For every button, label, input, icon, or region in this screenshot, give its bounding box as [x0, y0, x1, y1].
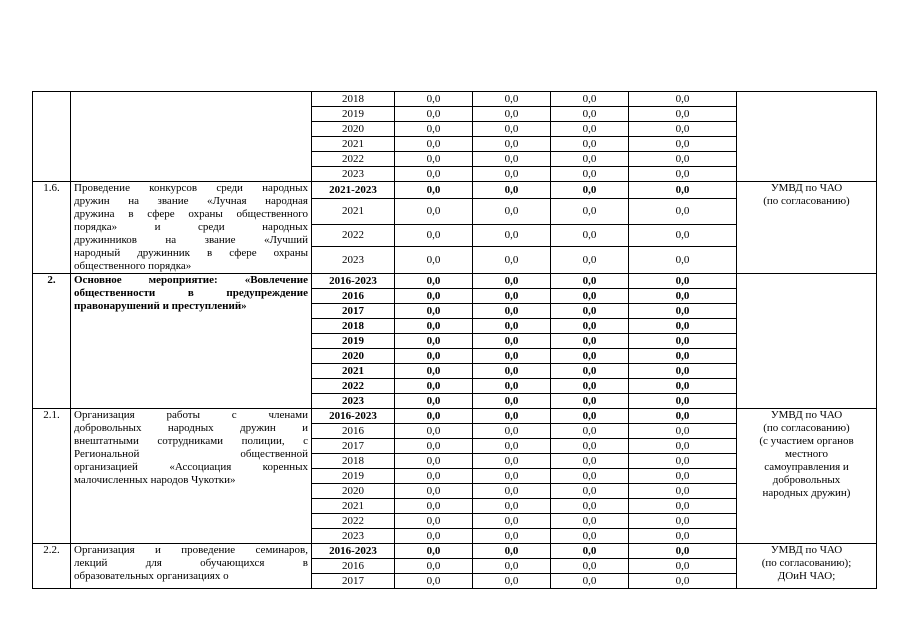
executor-line: УМВД по ЧАО — [770, 544, 843, 556]
funding-value-cell: 0,0 — [473, 439, 551, 454]
funding-value-cell: 0,0 — [395, 152, 473, 167]
table-row — [33, 544, 877, 559]
funding-value-cell: 0,0 — [551, 424, 629, 439]
table-row — [33, 274, 877, 289]
period-cell: 2018 — [312, 454, 395, 469]
measure-title-line: внештатными сотрудниками полиции, с — [74, 435, 308, 447]
measure-title-cell — [71, 92, 312, 182]
period-cell: 2021 — [312, 364, 395, 379]
funding-value-cell: 0,0 — [395, 182, 473, 199]
period-cell: 2022 — [312, 224, 395, 246]
funding-value-cell: 0,0 — [473, 484, 551, 499]
funding-value-cell: 0,0 — [473, 394, 551, 409]
funding-value-cell: 0,0 — [551, 574, 629, 589]
funding-value-cell: 0,0 — [551, 224, 629, 246]
row-number-cell: 2. — [33, 274, 71, 409]
funding-value-cell: 0,0 — [473, 274, 551, 289]
row-number-cell: 2.2. — [33, 544, 71, 589]
funding-value-cell: 0,0 — [551, 167, 629, 182]
period-cell: 2016 — [312, 289, 395, 304]
funding-value-cell: 0,0 — [395, 469, 473, 484]
funding-value-cell: 0,0 — [629, 289, 737, 304]
funding-value-cell: 0,0 — [395, 514, 473, 529]
funding-value-cell: 0,0 — [551, 379, 629, 394]
row-number-cell: 2.1. — [33, 409, 71, 544]
funding-value-cell: 0,0 — [629, 247, 737, 274]
funding-value-cell: 0,0 — [629, 559, 737, 574]
period-cell: 2021 — [312, 499, 395, 514]
row-number-cell — [33, 92, 71, 182]
funding-value-cell: 0,0 — [551, 274, 629, 289]
funding-value-cell: 0,0 — [551, 394, 629, 409]
funding-value-cell: 0,0 — [395, 274, 473, 289]
period-cell: 2018 — [312, 319, 395, 334]
funding-value-cell: 0,0 — [551, 529, 629, 544]
period-cell: 2017 — [312, 304, 395, 319]
funding-value-cell: 0,0 — [551, 107, 629, 122]
funding-value-cell: 0,0 — [551, 454, 629, 469]
funding-value-cell: 0,0 — [629, 469, 737, 484]
funding-value-cell: 0,0 — [551, 247, 629, 274]
period-cell: 2019 — [312, 107, 395, 122]
funding-value-cell: 0,0 — [395, 379, 473, 394]
period-cell: 2017 — [312, 574, 395, 589]
funding-value-cell: 0,0 — [551, 122, 629, 137]
funding-value-cell: 0,0 — [473, 544, 551, 559]
funding-value-cell: 0,0 — [473, 574, 551, 589]
funding-value-cell: 0,0 — [551, 544, 629, 559]
period-cell: 2022 — [312, 514, 395, 529]
measure-title-line: Организация работы с членами — [74, 409, 308, 421]
row-number-cell: 1.6. — [33, 182, 71, 274]
funding-value-cell: 0,0 — [629, 334, 737, 349]
measure-title-line: порядка» и среди народных — [74, 221, 308, 233]
executor-line: ДОиН ЧАО; — [777, 570, 836, 582]
funding-value-cell: 0,0 — [473, 559, 551, 574]
executor-cell — [737, 274, 877, 409]
funding-value-cell: 0,0 — [473, 409, 551, 424]
period-cell: 2019 — [312, 334, 395, 349]
executor-line: УМВД по ЧАО — [770, 409, 843, 421]
funding-value-cell: 0,0 — [629, 439, 737, 454]
funding-value-cell: 0,0 — [395, 544, 473, 559]
measure-title-line: дружин на звание «Лучная народная — [74, 195, 308, 207]
executor-cell — [737, 544, 877, 589]
funding-value-cell: 0,0 — [473, 107, 551, 122]
funding-value-cell: 0,0 — [395, 409, 473, 424]
table-row — [33, 92, 877, 107]
measure-title-cell — [71, 544, 312, 589]
executor-line: (по согласованию) — [763, 195, 850, 207]
measure-title-line: Организация и проведение семинаров, — [74, 544, 308, 556]
funding-value-cell: 0,0 — [551, 304, 629, 319]
period-cell: 2016-2023 — [312, 544, 395, 559]
funding-value-cell: 0,0 — [395, 92, 473, 107]
funding-value-cell: 0,0 — [395, 574, 473, 589]
funding-value-cell: 0,0 — [629, 199, 737, 225]
funding-value-cell: 0,0 — [629, 499, 737, 514]
funding-value-cell: 0,0 — [551, 514, 629, 529]
period-cell: 2019 — [312, 469, 395, 484]
measure-title-line: добровольных народных дружин и — [74, 422, 308, 434]
period-cell: 2016 — [312, 559, 395, 574]
period-cell: 2021 — [312, 199, 395, 225]
funding-value-cell: 0,0 — [473, 167, 551, 182]
funding-value-cell: 0,0 — [473, 122, 551, 137]
funding-value-cell: 0,0 — [395, 167, 473, 182]
period-cell: 2016-2023 — [312, 409, 395, 424]
program-table — [32, 91, 877, 589]
funding-value-cell: 0,0 — [395, 122, 473, 137]
funding-value-cell: 0,0 — [395, 304, 473, 319]
funding-value-cell: 0,0 — [551, 484, 629, 499]
funding-value-cell: 0,0 — [473, 514, 551, 529]
funding-value-cell: 0,0 — [629, 107, 737, 122]
period-cell: 2018 — [312, 92, 395, 107]
measure-title-cell — [71, 409, 312, 544]
funding-value-cell: 0,0 — [395, 439, 473, 454]
measure-title-line: Основное мероприятие: «Вовлечение — [74, 274, 308, 286]
executor-cell — [737, 182, 877, 274]
funding-value-cell: 0,0 — [395, 394, 473, 409]
executor-cell — [737, 409, 877, 544]
measure-title-line: организацией «Ассоциация коренных — [74, 461, 308, 473]
funding-value-cell: 0,0 — [551, 409, 629, 424]
table-row — [33, 409, 877, 424]
funding-value-cell: 0,0 — [473, 304, 551, 319]
funding-value-cell: 0,0 — [473, 199, 551, 225]
funding-value-cell: 0,0 — [629, 529, 737, 544]
measure-title-line: дружина в сфере охраны общественного — [74, 208, 308, 220]
period-cell: 2016-2023 — [312, 274, 395, 289]
funding-value-cell: 0,0 — [473, 364, 551, 379]
executor-line: (по согласованию) — [763, 422, 850, 434]
funding-value-cell: 0,0 — [629, 379, 737, 394]
table-row — [33, 182, 877, 199]
funding-value-cell: 0,0 — [629, 304, 737, 319]
funding-value-cell: 0,0 — [551, 92, 629, 107]
funding-value-cell: 0,0 — [395, 199, 473, 225]
period-cell: 2020 — [312, 484, 395, 499]
period-cell: 2021 — [312, 137, 395, 152]
funding-value-cell: 0,0 — [395, 484, 473, 499]
measure-title-line: общественного порядка» — [74, 260, 192, 272]
funding-value-cell: 0,0 — [629, 574, 737, 589]
funding-value-cell: 0,0 — [629, 484, 737, 499]
measure-title-cell — [71, 182, 312, 274]
funding-value-cell: 0,0 — [395, 364, 473, 379]
funding-value-cell: 0,0 — [395, 224, 473, 246]
funding-value-cell: 0,0 — [551, 349, 629, 364]
funding-value-cell: 0,0 — [473, 499, 551, 514]
period-cell: 2023 — [312, 247, 395, 274]
funding-value-cell: 0,0 — [629, 152, 737, 167]
executor-line: (с участием органов — [759, 435, 854, 447]
funding-value-cell: 0,0 — [473, 424, 551, 439]
funding-value-cell: 0,0 — [395, 247, 473, 274]
funding-value-cell: 0,0 — [629, 224, 737, 246]
funding-value-cell: 0,0 — [629, 122, 737, 137]
funding-value-cell: 0,0 — [629, 424, 737, 439]
funding-value-cell: 0,0 — [629, 274, 737, 289]
period-cell: 2022 — [312, 152, 395, 167]
measure-title-line: малочисленных народов Чукотки» — [74, 474, 236, 486]
measure-title-line: Региональной общественной — [74, 448, 308, 460]
executor-line: добровольных — [772, 474, 841, 486]
funding-value-cell: 0,0 — [473, 92, 551, 107]
measure-title-line: лекций для обучающихся в — [74, 557, 308, 569]
funding-value-cell: 0,0 — [473, 379, 551, 394]
funding-value-cell: 0,0 — [551, 334, 629, 349]
funding-value-cell: 0,0 — [473, 152, 551, 167]
funding-value-cell: 0,0 — [395, 454, 473, 469]
funding-value-cell: 0,0 — [551, 364, 629, 379]
funding-value-cell: 0,0 — [551, 182, 629, 199]
funding-value-cell: 0,0 — [473, 137, 551, 152]
period-cell: 2023 — [312, 394, 395, 409]
funding-value-cell: 0,0 — [629, 454, 737, 469]
funding-value-cell: 0,0 — [395, 334, 473, 349]
funding-value-cell: 0,0 — [473, 319, 551, 334]
funding-value-cell: 0,0 — [629, 319, 737, 334]
funding-value-cell: 0,0 — [551, 137, 629, 152]
funding-value-cell: 0,0 — [551, 499, 629, 514]
executor-line: УМВД по ЧАО — [770, 182, 843, 194]
period-cell: 2016 — [312, 424, 395, 439]
funding-value-cell: 0,0 — [551, 559, 629, 574]
executor-line: народных дружин) — [762, 487, 851, 499]
funding-value-cell: 0,0 — [473, 247, 551, 274]
executor-line: самоуправления и — [764, 461, 849, 473]
funding-value-cell: 0,0 — [473, 529, 551, 544]
funding-value-cell: 0,0 — [629, 92, 737, 107]
funding-value-cell: 0,0 — [551, 439, 629, 454]
measure-title-line: образовательных организациях о — [74, 570, 229, 582]
period-cell: 2020 — [312, 349, 395, 364]
funding-value-cell: 0,0 — [473, 454, 551, 469]
funding-value-cell: 0,0 — [629, 394, 737, 409]
measure-title-line: Проведение конкурсов среди народных — [74, 182, 308, 194]
funding-value-cell: 0,0 — [629, 514, 737, 529]
funding-value-cell: 0,0 — [395, 559, 473, 574]
funding-value-cell: 0,0 — [473, 349, 551, 364]
funding-value-cell: 0,0 — [629, 544, 737, 559]
funding-value-cell: 0,0 — [629, 349, 737, 364]
funding-value-cell: 0,0 — [473, 224, 551, 246]
funding-value-cell: 0,0 — [551, 469, 629, 484]
period-cell: 2021-2023 — [312, 182, 395, 199]
funding-value-cell: 0,0 — [395, 499, 473, 514]
funding-value-cell: 0,0 — [629, 182, 737, 199]
funding-value-cell: 0,0 — [473, 469, 551, 484]
funding-value-cell: 0,0 — [473, 182, 551, 199]
executor-line: местного — [785, 448, 828, 460]
period-cell: 2022 — [312, 379, 395, 394]
period-cell: 2017 — [312, 439, 395, 454]
funding-value-cell: 0,0 — [551, 152, 629, 167]
measure-title-line: правонарушений и преступлений» — [74, 300, 247, 312]
funding-value-cell: 0,0 — [551, 319, 629, 334]
period-cell: 2023 — [312, 167, 395, 182]
funding-value-cell: 0,0 — [551, 199, 629, 225]
measure-title-cell — [71, 274, 312, 409]
funding-value-cell: 0,0 — [395, 137, 473, 152]
executor-line: (по согласованию); — [761, 557, 852, 569]
period-cell: 2023 — [312, 529, 395, 544]
funding-value-cell: 0,0 — [395, 289, 473, 304]
funding-value-cell: 0,0 — [551, 289, 629, 304]
funding-value-cell: 0,0 — [395, 107, 473, 122]
measure-title-line: общественности в предупреждение — [74, 287, 308, 299]
funding-value-cell: 0,0 — [395, 349, 473, 364]
period-cell: 2020 — [312, 122, 395, 137]
funding-value-cell: 0,0 — [395, 424, 473, 439]
funding-value-cell: 0,0 — [629, 167, 737, 182]
measure-title-line: дружинников на звание «Лучший — [74, 234, 308, 246]
funding-value-cell: 0,0 — [629, 137, 737, 152]
funding-value-cell: 0,0 — [395, 319, 473, 334]
funding-value-cell: 0,0 — [473, 289, 551, 304]
funding-value-cell: 0,0 — [629, 364, 737, 379]
funding-value-cell: 0,0 — [629, 409, 737, 424]
funding-value-cell: 0,0 — [473, 334, 551, 349]
measure-title-line: народный дружинник в сфере охраны — [74, 247, 308, 259]
funding-value-cell: 0,0 — [395, 529, 473, 544]
executor-cell — [737, 92, 877, 182]
